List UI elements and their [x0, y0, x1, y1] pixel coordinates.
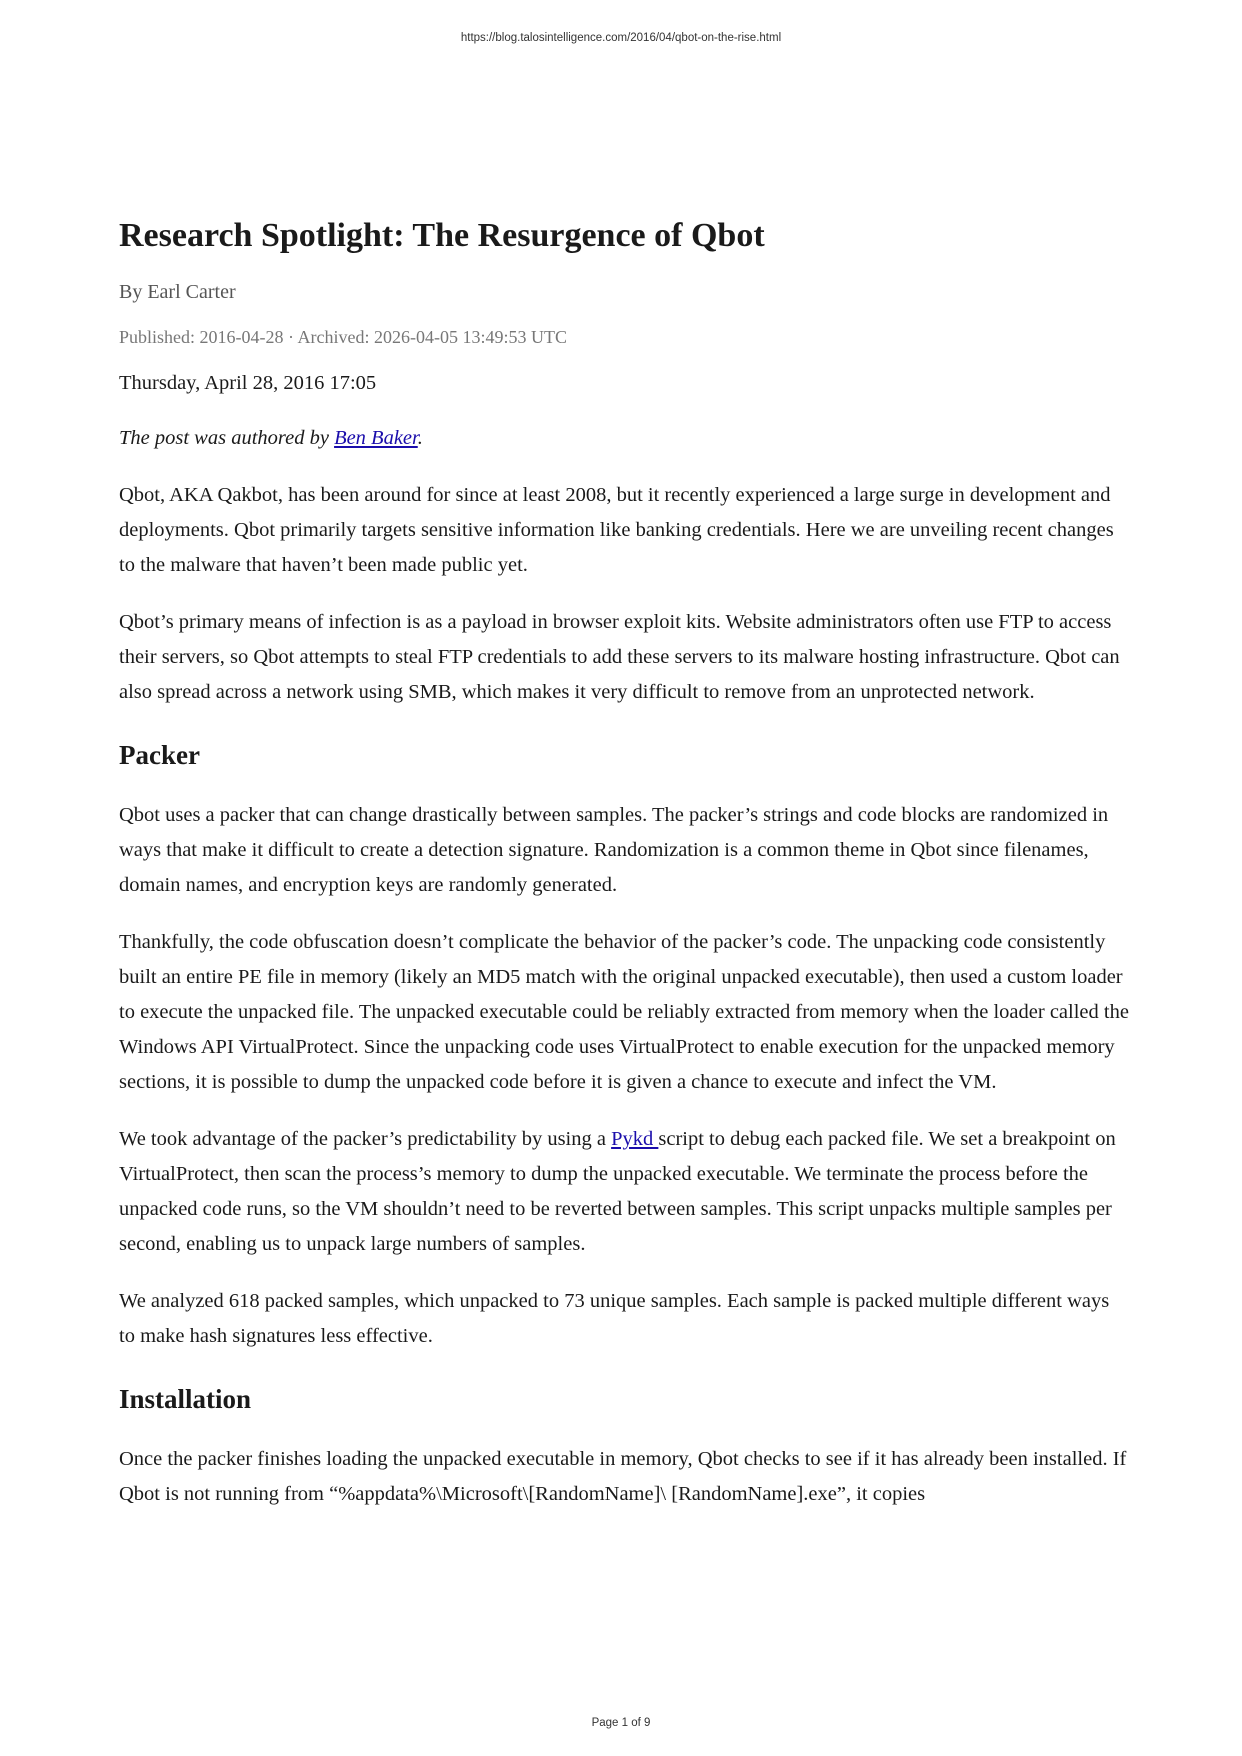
author-line — [119, 421, 1129, 456]
packer-heading: Packer — [119, 740, 200, 770]
print-header-url: https://blog.talosintelligence.com/2016/04/qbot-on-the-rise.html — [460, 32, 782, 44]
article — [119, 214, 1129, 1512]
installation-heading: Installation — [119, 1384, 252, 1414]
pykd-link[interactable]: Pykd — [611, 1128, 659, 1150]
packer-paragraph-4: We analyzed 618 packed samples, which unpacked to 73 unique samples. Each sample is packed multiple different ways to make hash signatures less effective. — [119, 1290, 1110, 1347]
intro-paragraph-2: Qbot’s primary means of infection is as a payload in browser exploit kits. Website administrators often use FTP to access their servers, so Qbot attempts to steal FTP credentials to add these servers to its malware hosting infrastructure. Qbot can also spread across a network using SMB, which makes it very difficult to remove from an unprotected network. — [119, 611, 1120, 703]
article-title: Research Spotlight: The Resurgence of Qbot — [119, 217, 765, 254]
article-meta: Published: 2016-04-28 · Archived: 2026-04-05 13:49:53 UTC — [119, 327, 567, 347]
author-suffix: . — [417, 427, 423, 449]
author-prefix: The post was authored by — [119, 427, 335, 449]
packer-paragraph-2: Thankfully, the code obfuscation doesn’t complicate the behavior of the packer’s code. The unpacking code consistently built an entire PE file in memory (likely an MD5 match with the original unpacked executable), then used a custom loader to execute the unpacked file. The unpacked executable could be reliably extracted from memory when the loader called the Windows API VirtualProtect. Since the unpacking code uses VirtualProtect to enable execution for the unpacked memory sections, it is possible to dump the unpacked code before it is given a chance to execute and infect the VM. — [119, 931, 1129, 1093]
intro-paragraph-1: Qbot, AKA Qakbot, has been around for since at least 2008, but it recently experienced a large surge in development and deployments. Qbot primarily targets sensitive information like banking credentials. Here we are unveiling recent changes to the malware that haven’t been made public yet. — [119, 484, 1114, 576]
installation-paragraph-1: Once the packer finishes loading the unpacked executable in memory, Qbot checks to see if it has already been installed. If Qbot is not running from “%appdata%\Microsoft\[RandomName]\ [RandomName].exe”, it copies — [119, 1448, 1127, 1505]
post-date: Thursday, April 28, 2016 17:05 — [119, 372, 377, 394]
article-byline: By Earl Carter — [119, 281, 236, 303]
packer-paragraph-3 — [119, 1122, 1129, 1262]
packer-paragraph-1: Qbot uses a packer that can change drastically between samples. The packer’s strings and code blocks are randomized in ways that make it difficult to create a detection signature. Randomization is a common theme in Qbot since filenames, domain names, and encryption keys are randomly generated. — [119, 804, 1109, 896]
author-link[interactable]: Ben Baker — [334, 427, 418, 449]
packer-paragraph-3-suffix: script to debug each packed file. We set a breakpoint on VirtualProtect, then scan the process’s memory to dump the unpacked executable. We terminate the process before the unpacked code runs, so the VM shouldn’t need to be reverted between samples. This script unpacks multiple samples per second, enabling us to unpack large numbers of samples. — [119, 1128, 1116, 1255]
page-number: Page 1 of 9 — [591, 1717, 651, 1729]
packer-paragraph-3-prefix: We took advantage of the packer’s predictability by using a — [119, 1128, 612, 1150]
